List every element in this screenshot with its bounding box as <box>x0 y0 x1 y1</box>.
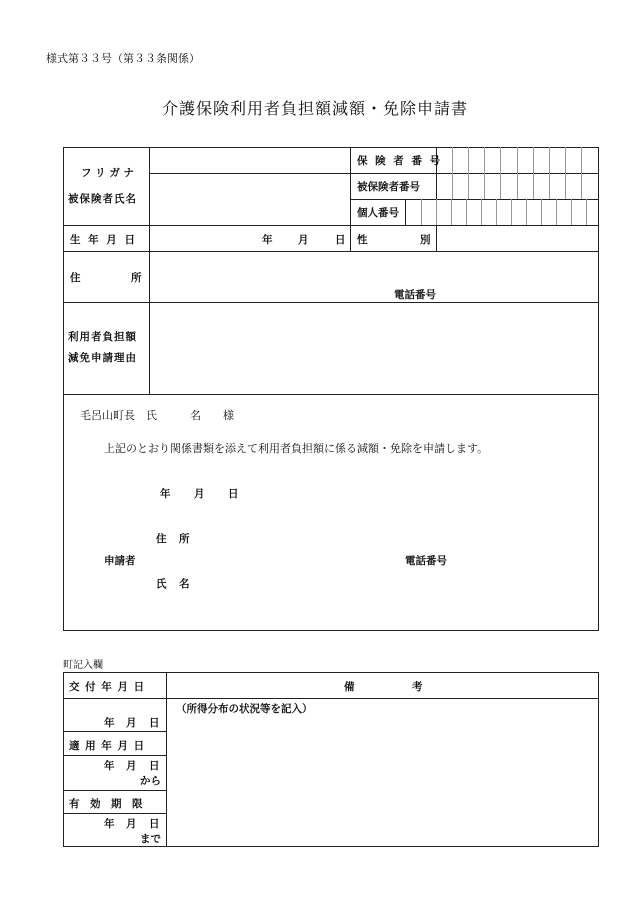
validity-day: 日 <box>149 818 160 830</box>
until-label: まで <box>140 833 161 845</box>
birth-month: 月 <box>298 234 309 246</box>
validity-label: 有 効 期 限 <box>69 798 143 810</box>
reason-label-1: 利用者負担額 <box>68 331 137 343</box>
applicant-field[interactable] <box>200 524 580 594</box>
applicant-address-a: 住 <box>156 533 167 545</box>
statement: 上記のとおり関係書類を添えて利用者負担額に係る減額・免除を申請します。 <box>104 442 489 455</box>
insured-number-label: 被保険者番号 <box>357 181 420 193</box>
insured-number-field[interactable] <box>437 174 597 198</box>
form-number: 様式第３３号（第３３条関係） <box>46 52 200 65</box>
remarks-field[interactable] <box>168 699 597 845</box>
remarks-note: （所得分布の状況等を記入） <box>176 703 313 715</box>
applicant-phone: 電話番号 <box>405 555 447 567</box>
reason-label-2: 減免申請理由 <box>68 352 137 364</box>
birth-date-label: 生 年 月 日 <box>70 234 137 246</box>
validity-month: 月 <box>126 818 137 830</box>
apply-month: 月 <box>126 760 137 772</box>
address-field[interactable] <box>151 252 597 301</box>
app-year: 年 <box>160 488 171 500</box>
apply-day: 日 <box>149 760 160 772</box>
insured-name-label: 被保険者氏名 <box>68 193 137 205</box>
reason-field[interactable] <box>151 303 597 393</box>
personal-number-label: 個人番号 <box>357 207 399 219</box>
validity-year: 年 <box>104 818 115 830</box>
app-month: 月 <box>194 488 205 500</box>
phone-label: 電話番号 <box>394 289 436 301</box>
insured-name-field[interactable] <box>151 174 349 224</box>
remarks-label-b: 考 <box>412 681 423 693</box>
app-day: 日 <box>228 488 239 500</box>
town-section-label: 町記入欄 <box>63 660 103 671</box>
applicant-name-b: 名 <box>179 578 190 590</box>
applicant-name-a: 氏 <box>156 578 167 590</box>
personal-number-field[interactable] <box>406 200 597 224</box>
furigana-field[interactable] <box>151 148 349 172</box>
furigana-label: フ リ ガ ナ <box>81 167 134 179</box>
from-label: から <box>140 775 161 787</box>
insurer-number-field[interactable] <box>437 148 597 172</box>
apply-date-label: 適 用 年 月 日 <box>69 740 146 752</box>
applicant-address-b: 所 <box>179 533 190 545</box>
issue-date-label: 交 付 年 月 日 <box>69 681 146 693</box>
address-label-b: 所 <box>131 272 142 284</box>
sex-label-b: 別 <box>420 234 431 246</box>
issue-year: 年 <box>104 717 115 729</box>
apply-year: 年 <box>104 760 115 772</box>
birth-year: 年 <box>262 234 273 246</box>
address-label-a: 住 <box>70 272 81 284</box>
birth-date-field[interactable] <box>151 226 349 250</box>
sex-field[interactable] <box>437 226 597 250</box>
applicant-label: 申請者 <box>104 555 136 567</box>
sex-label-a: 性 <box>357 234 368 246</box>
birth-day: 日 <box>335 234 346 246</box>
issue-month: 月 <box>126 717 137 729</box>
remarks-label-a: 備 <box>344 681 355 693</box>
page-title: 介護保険利用者負担額減額・免除申請書 <box>161 99 468 118</box>
addressee: 毛呂山町長 氏 名 様 <box>80 409 234 422</box>
issue-day: 日 <box>149 717 160 729</box>
insurer-number-label: 保 険 者 番 号 <box>357 155 443 167</box>
